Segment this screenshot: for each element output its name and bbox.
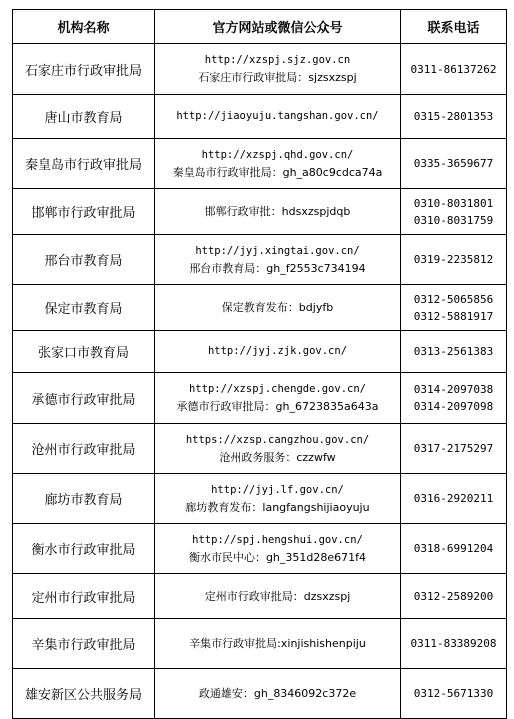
phone-number: 0312-2589200 <box>413 589 494 603</box>
phone-number: 0318-6991204 <box>413 542 494 555</box>
org-name-cell: 定州市行政审批局 <box>13 574 155 619</box>
org-name-cell: 雄安新区公共服务局 <box>13 669 155 719</box>
phone-number: 0313-2561383 <box>413 345 494 358</box>
wechat-account: 石家庄市行政审批局：sjzsxzspj <box>198 71 357 84</box>
phone-number: 0335-3659677 <box>413 157 494 170</box>
phone-number: 0314-2097098 <box>413 400 494 413</box>
site-cell <box>155 524 401 574</box>
website-link[interactable]: http://spj.hengshui.gov.cn/ <box>192 533 363 546</box>
phone-cell <box>401 44 507 95</box>
phone-number: 0310-8031759 <box>413 213 494 227</box>
website-link[interactable]: http://xzspj.chengde.gov.cn/ <box>188 383 366 395</box>
table-row <box>13 524 507 574</box>
site-cell <box>155 44 401 95</box>
phone-cell <box>401 424 507 474</box>
site-cell <box>155 139 401 189</box>
wechat-account: 廊坊教育发布：langfangshijiaoyuju <box>185 500 370 514</box>
site-cell <box>155 373 401 424</box>
org-name-cell: 邢台市教育局 <box>13 235 155 285</box>
wechat-account: 定州市行政审批局：dzsxzspj <box>204 589 351 603</box>
table-row <box>13 331 507 373</box>
org-name-cell: 唐山市教育局 <box>13 95 155 139</box>
website-link[interactable]: https://xzsp.cangzhou.gov.cn/ <box>185 433 370 446</box>
phone-cell <box>401 619 507 669</box>
header-site: 官方网站或微信公众号 <box>155 10 401 44</box>
org-name-cell: 衡水市行政审批局 <box>13 524 155 574</box>
site-cell <box>155 619 401 669</box>
phone-number: 0319-2235812 <box>413 253 494 266</box>
site-cell <box>155 669 401 719</box>
table-row <box>13 619 507 669</box>
table-row <box>13 95 507 139</box>
phone-number: 0312-5065856 <box>413 292 494 306</box>
table-row <box>13 189 507 235</box>
header-org: 机构名称 <box>13 10 155 44</box>
website-link[interactable]: http://jyj.xingtai.gov.cn/ <box>195 244 360 257</box>
phone-number: 0311-83389208 <box>410 637 497 650</box>
phone-cell <box>401 139 507 189</box>
wechat-account: 衡水市民中心：gh_351d28e671f4 <box>188 550 367 564</box>
org-name-cell: 张家口市教育局 <box>13 331 155 373</box>
phone-number: 0314-2097038 <box>413 383 494 396</box>
table-row <box>13 285 507 331</box>
table-header-row <box>13 10 507 44</box>
phone-number: 0311-86137262 <box>410 62 497 76</box>
phone-cell <box>401 474 507 524</box>
phone-number: 0317-2175297 <box>413 442 494 455</box>
org-name-cell: 保定市教育局 <box>13 285 155 331</box>
table-row <box>13 574 507 619</box>
site-cell <box>155 424 401 474</box>
org-name-cell: 沧州市行政审批局 <box>13 424 155 474</box>
org-name-cell: 秦皇岛市行政审批局 <box>13 139 155 189</box>
org-name-cell: 廊坊市教育局 <box>13 474 155 524</box>
table-row <box>13 373 507 424</box>
website-link[interactable]: http://xzspj.qhd.gov.cn/ <box>201 148 354 161</box>
phone-cell <box>401 669 507 719</box>
wechat-account: 承德市行政审批局：gh_6723835a643a <box>176 400 379 413</box>
contact-table-container <box>12 9 506 703</box>
phone-cell <box>401 331 507 373</box>
website-link[interactable]: http://jiaoyuju.tangshan.gov.cn/ <box>176 110 379 122</box>
wechat-account: 保定教育发布：bdjyfb <box>221 301 334 314</box>
website-link[interactable]: http://xzspj.sjz.gov.cn <box>204 54 351 66</box>
phone-number: 0312-5671330 <box>413 687 494 700</box>
table-body <box>13 44 507 719</box>
wechat-account: 邢台市教育局：gh_f2553c734194 <box>189 261 366 275</box>
wechat-account: 邯郸行政审批：hdsxzspjdqb <box>204 205 351 218</box>
phone-cell <box>401 574 507 619</box>
wechat-account: 沧州政务服务：czzwfw <box>219 450 336 464</box>
wechat-account: 政通雄安：gh_8346092c372e <box>198 687 357 700</box>
table-row <box>13 235 507 285</box>
phone-number: 0316-2920211 <box>413 492 494 505</box>
wechat-account: 辛集市行政审批局:xinjishishenpiju <box>189 637 366 650</box>
site-cell <box>155 474 401 524</box>
org-name-cell: 邯郸市行政审批局 <box>13 189 155 235</box>
site-cell <box>155 331 401 373</box>
phone-number: 0312-5881917 <box>413 309 494 323</box>
wechat-account: 秦皇岛市行政审批局：gh_a80c9cdca74a <box>172 165 383 179</box>
contact-table <box>12 9 507 719</box>
table-row <box>13 669 507 719</box>
site-cell <box>155 574 401 619</box>
header-phone: 联系电话 <box>401 10 507 44</box>
org-name-cell: 石家庄市行政审批局 <box>13 44 155 95</box>
table-row <box>13 424 507 474</box>
org-name-cell: 辛集市行政审批局 <box>13 619 155 669</box>
site-cell <box>155 189 401 235</box>
phone-cell <box>401 285 507 331</box>
table-row <box>13 44 507 95</box>
phone-cell <box>401 189 507 235</box>
phone-cell <box>401 235 507 285</box>
website-link[interactable]: http://jyj.zjk.gov.cn/ <box>207 345 348 357</box>
site-cell <box>155 95 401 139</box>
phone-cell <box>401 95 507 139</box>
phone-number: 0310-8031801 <box>413 196 494 210</box>
phone-number: 0315-2801353 <box>413 110 494 123</box>
table-row <box>13 139 507 189</box>
table-row <box>13 474 507 524</box>
site-cell <box>155 235 401 285</box>
website-link[interactable]: http://jyj.lf.gov.cn/ <box>211 483 344 496</box>
phone-cell <box>401 524 507 574</box>
org-name-cell: 承德市行政审批局 <box>13 373 155 424</box>
site-cell <box>155 285 401 331</box>
phone-cell <box>401 373 507 424</box>
